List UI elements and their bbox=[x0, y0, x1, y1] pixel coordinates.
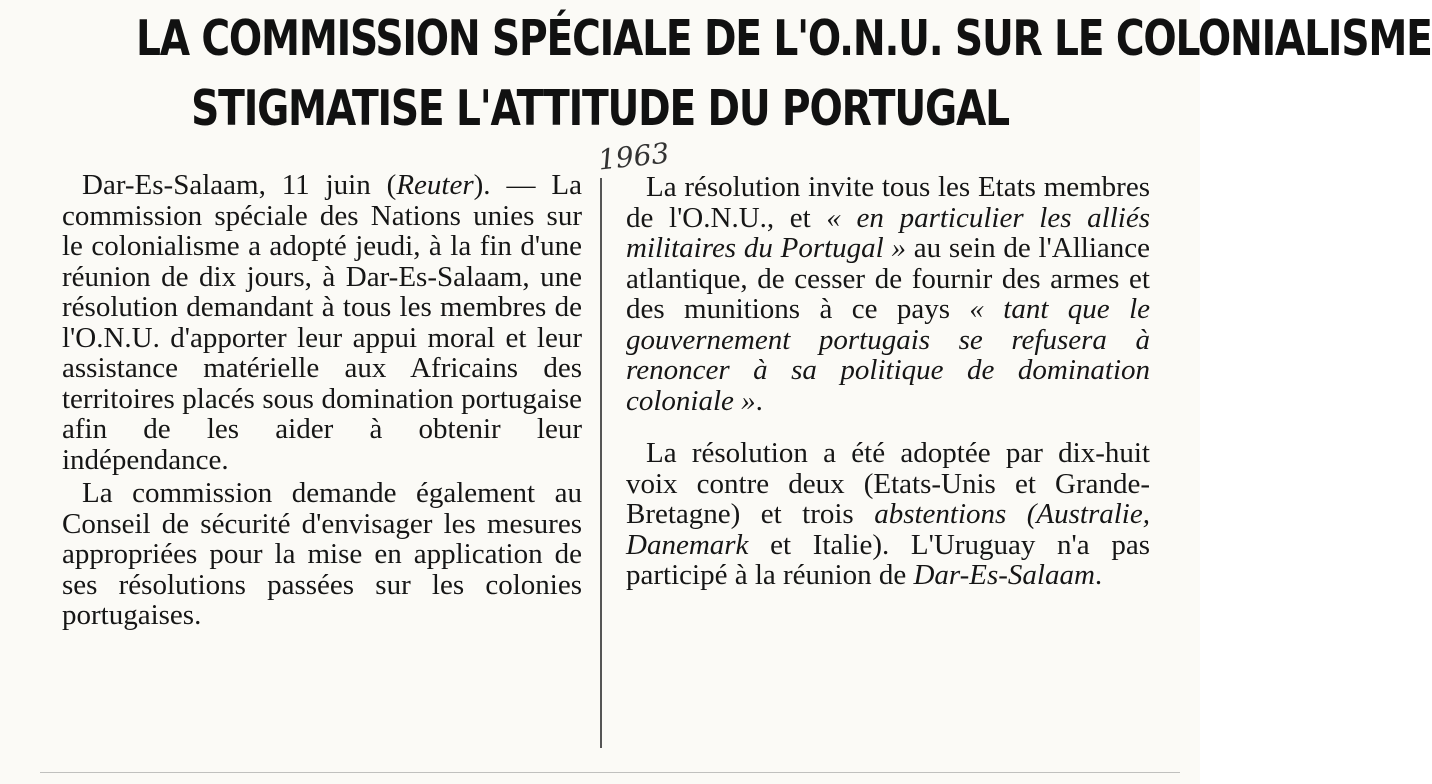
quote-government: « tant que le gouvernement portugais se refusera à renoncer à sa politique de domination coloniale » bbox=[626, 293, 1150, 417]
column-divider bbox=[600, 178, 602, 748]
headline-line-2: STIGMATISE L'ATTITUDE DU PORTUGAL bbox=[191, 80, 1009, 137]
abstentions-list: abstentions (Australie, Danemark bbox=[626, 498, 1150, 561]
dateline: Dar-Es-Salaam, 11 juin ( bbox=[82, 169, 397, 201]
handwritten-year-annotation: 1963 bbox=[596, 136, 671, 177]
right-column bbox=[626, 172, 1150, 591]
right-paragraph-2 bbox=[626, 438, 1150, 591]
quote-allies: « en particulier les alliés militaires du Portugal » bbox=[626, 201, 1150, 264]
left-paragraph-1 bbox=[62, 170, 582, 475]
right-paragraph-1 bbox=[626, 172, 1150, 416]
right-paragraph-1-part-c: . bbox=[755, 384, 763, 417]
right-paragraph-1-part-a: La résolution invite tous les Etats membres de l'O.N.U., et bbox=[626, 171, 1150, 234]
right-paragraph-2-part-c: . bbox=[1094, 559, 1103, 591]
left-paragraph-2: La commission demande également au Conseil de sécurité d'envisager les mesures appropriées pour la mise en application de ses résolutions passées sur les colonies portugaises. bbox=[62, 477, 582, 631]
right-paragraph-2-part-b: et Italie). L'Uruguay n'a pas participé à la réunion de bbox=[626, 528, 1150, 591]
headline-line-1: LA COMMISSION SPÉCIALE DE L'O.N.U. SUR LE COLONIALISME bbox=[136, 10, 1432, 67]
bottom-rule bbox=[40, 772, 1180, 773]
left-paragraph-1-body: ). — La commission spéciale des Nations unies sur le colonialisme a adopté jeudi, à la fin d'une réunion de dix jours, à Dar-Es-Salaam, une résolution demandant à tous les membres de l'O.N.U. d'apporter leur appui moral et leur assistance matérielle aux Africains des territoires placés sous domination portugaise afin de les aider à obtenir leur indépendance. bbox=[62, 169, 582, 476]
news-agency: Reuter bbox=[396, 169, 474, 201]
place-name: Dar-Es-Salaam bbox=[913, 559, 1095, 591]
left-column bbox=[62, 170, 582, 631]
right-paragraph-2-part-a: La résolution a été adoptée par dix-huit voix contre deux (Etats-Unis et Grande-Bretagne) et trois bbox=[626, 437, 1150, 530]
right-paragraph-1-part-b: au sein de l'Alliance atlantique, de cesser de fournir des armes et des munitions à ce pays bbox=[626, 232, 1151, 325]
